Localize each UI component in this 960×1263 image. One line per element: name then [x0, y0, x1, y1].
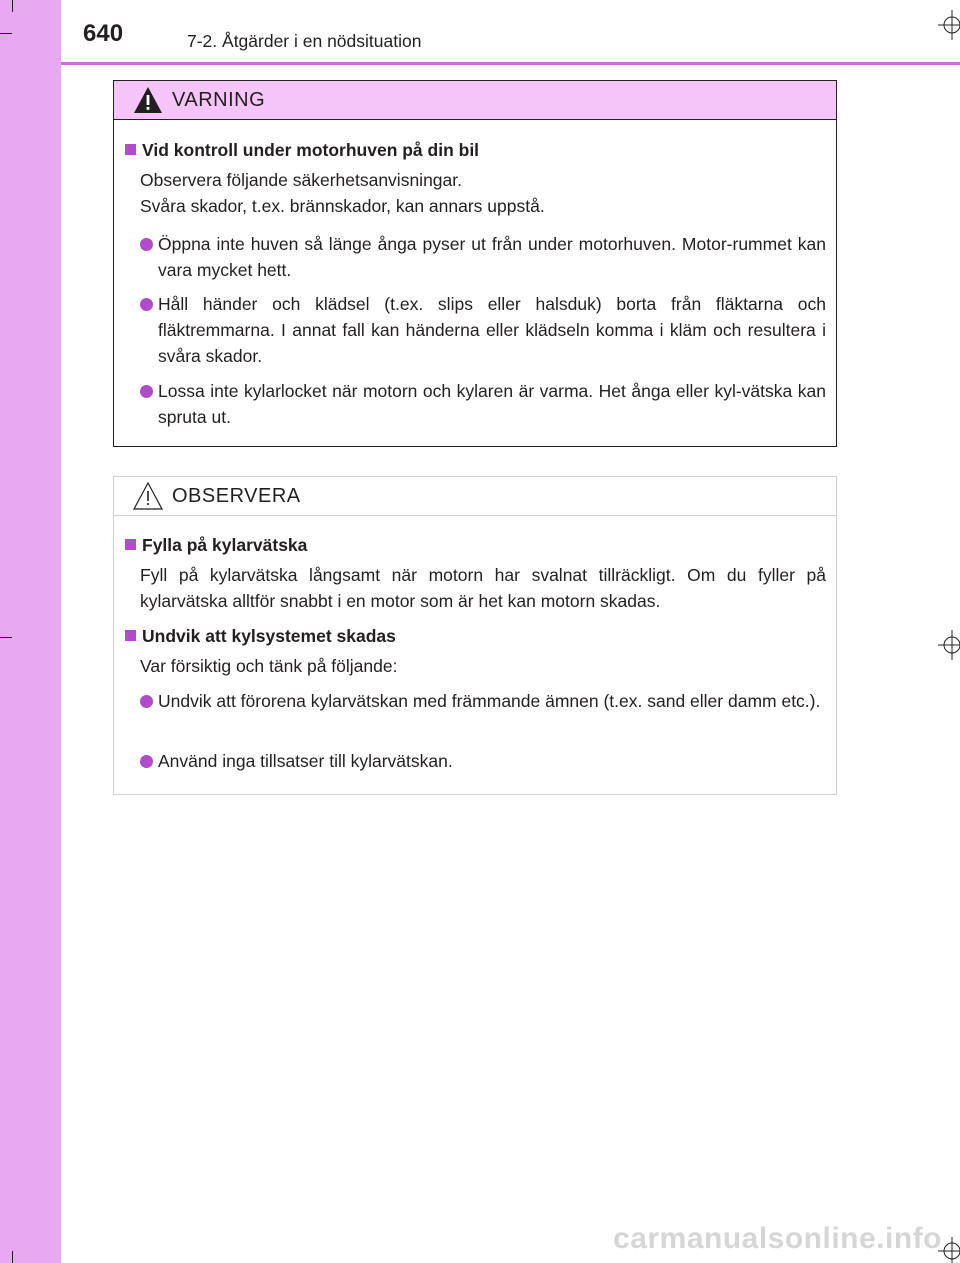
notice-bullet: Undvik att förorena kylarvätskan med främmande ämnen (t.ex. sand eller damm etc.). — [140, 688, 826, 714]
notice-label: OBSERVERA — [172, 485, 301, 507]
square-bullet-icon — [125, 539, 136, 550]
watermark-text: carmanualsonline.info — [613, 1222, 942, 1255]
square-bullet-icon — [125, 144, 136, 155]
notice-item-heading: Undvik att kylsystemet skadas — [125, 626, 396, 647]
crop-mark — [12, 0, 13, 12]
caution-triangle-outline-icon — [132, 481, 164, 511]
round-bullet-icon — [140, 695, 153, 708]
crop-mark — [0, 637, 12, 638]
warning-bullet: Håll händer och klädsel (t.ex. slips eller halsduk) borta från fläktarna och fläktremmarna. I annat fall kan händerna eller klädseln komma i kläm och resultera i svåra skador. — [140, 291, 826, 369]
side-color-band — [0, 0, 61, 1263]
crop-mark — [12, 1251, 13, 1263]
warning-label: VARNING — [172, 89, 266, 111]
round-bullet-icon — [140, 238, 153, 251]
page-number: 640 — [83, 20, 124, 47]
warning-box — [113, 80, 837, 447]
notice-paragraph: Fyll på kylarvätska långsamt när motorn har svalnat tillräckligt. Om du fyller på kylarvätska alltför snabbt i en motor som är het kan motorn skadas. — [140, 565, 826, 611]
registration-mark — [938, 630, 960, 660]
page-header — [61, 0, 960, 63]
warning-intro-line: Observera följande säkerhetsanvisningar. — [140, 170, 462, 190]
warning-intro-line: Svåra skador, t.ex. brännskador, kan annars uppstå. — [140, 196, 545, 216]
crop-mark — [0, 33, 12, 34]
section-title: 7-2. Åtgärder i en nödsituation — [187, 31, 422, 51]
round-bullet-icon — [140, 298, 153, 311]
notice-bullet: Använd inga tillsatser till kylarvätskan. — [140, 748, 826, 774]
square-bullet-icon — [125, 630, 136, 641]
notice-header — [114, 477, 836, 516]
warning-bullet: Öppna inte huven så länge ånga pyser ut från under motorhuven. Motor-rummet kan vara mycket hett. — [140, 231, 826, 283]
warning-header — [114, 81, 836, 120]
header-rule — [61, 62, 960, 65]
notice-item-heading: Fylla på kylarvätska — [125, 535, 307, 556]
warning-bullet: Lossa inte kylarlocket när motorn och kylaren är varma. Het ånga eller kyl-vätska kan spruta ut. — [140, 378, 826, 430]
round-bullet-icon — [140, 755, 153, 768]
notice-box — [113, 476, 837, 795]
warning-item-heading: Vid kontroll under motorhuven på din bil — [125, 140, 479, 161]
notice-paragraph: Var försiktig och tänk på följande: — [140, 656, 398, 676]
warning-triangle-icon — [132, 85, 164, 115]
round-bullet-icon — [140, 385, 153, 398]
registration-mark — [938, 10, 960, 40]
